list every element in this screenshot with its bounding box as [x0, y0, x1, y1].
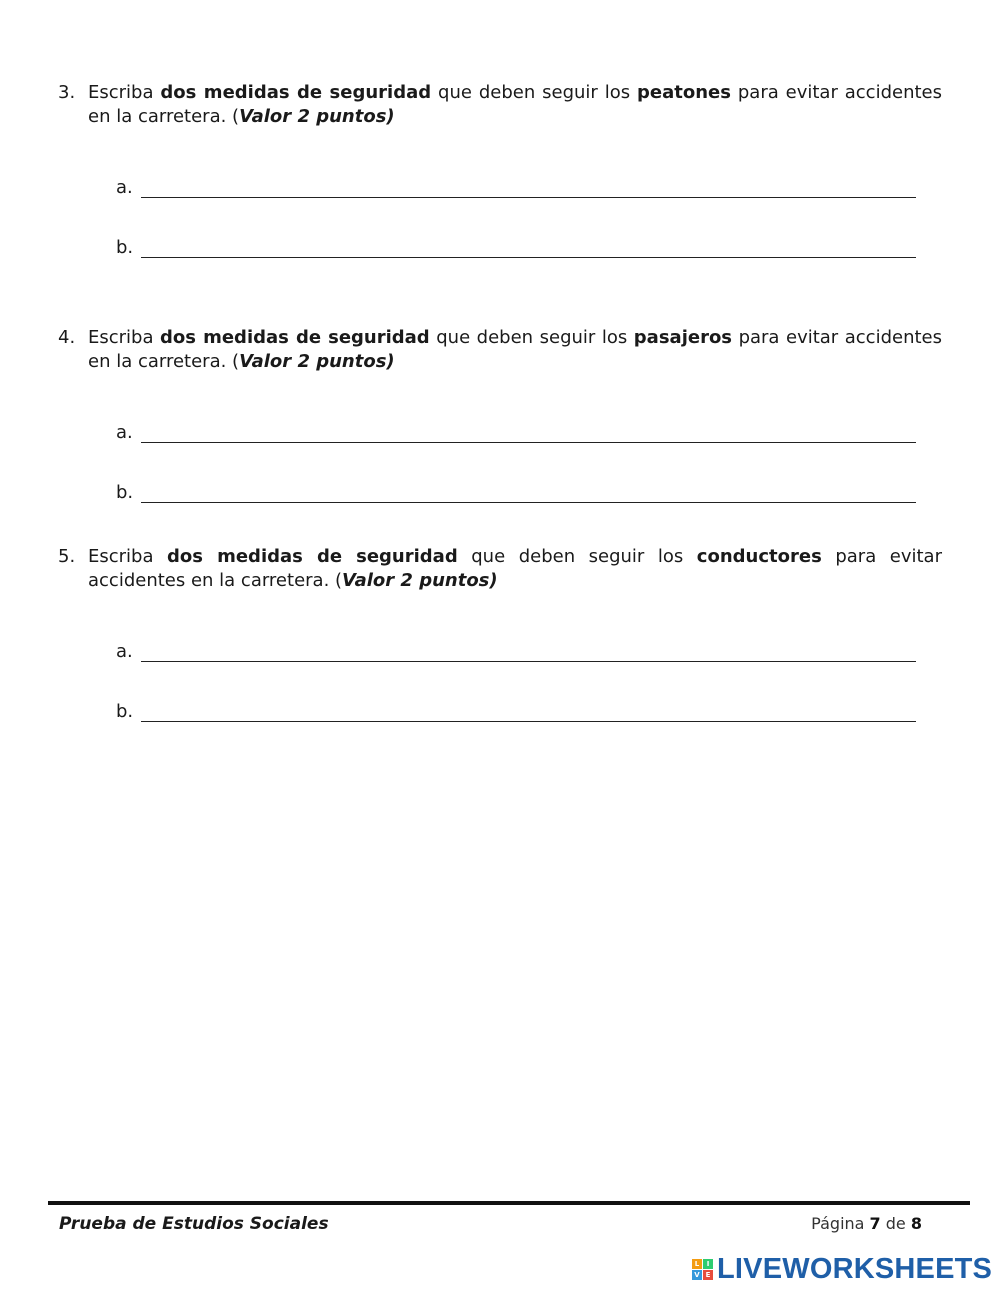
q-value: Valor 2 puntos) — [239, 106, 395, 127]
question-text — [88, 326, 942, 374]
liveworksheets-icon — [692, 1259, 713, 1280]
q-middle: que deben seguir los — [429, 327, 634, 348]
page-total: 8 — [910, 1214, 922, 1233]
answer-line[interactable] — [141, 196, 916, 198]
q-suffix: para evitar accidentes en la carretera. ( — [88, 546, 942, 591]
q-subject: pasajeros — [633, 327, 733, 348]
q-suffix: para evitar accidentes en la carretera. ( — [88, 82, 942, 127]
answer-label: a. — [116, 641, 133, 662]
q-bold-phrase: dos medidas de seguridad — [167, 546, 458, 567]
answer-4b[interactable] — [116, 479, 916, 503]
answer-line[interactable] — [141, 441, 916, 443]
question-text — [88, 81, 942, 129]
question-number: 3. — [58, 82, 76, 103]
answer-line[interactable] — [141, 256, 916, 258]
q-middle: que deben seguir los — [457, 546, 697, 567]
page-label: Página — [811, 1214, 870, 1233]
liveworksheets-logo[interactable] — [692, 1252, 993, 1285]
answer-line[interactable] — [141, 720, 916, 722]
answer-label: a. — [116, 177, 133, 198]
answer-label: b. — [116, 482, 134, 503]
answer-label: b. — [116, 237, 134, 258]
question-number: 4. — [58, 327, 76, 348]
answer-5a[interactable] — [116, 638, 916, 662]
brand-name: LIVEWORKSHEETS — [717, 1252, 993, 1285]
q-suffix: para evitar accidentes en la carretera. ( — [88, 327, 942, 372]
answer-label: a. — [116, 422, 133, 443]
q-subject: peatones — [637, 82, 731, 103]
q-middle: que deben seguir los — [431, 82, 638, 103]
answer-4a[interactable] — [116, 419, 916, 443]
question-number: 5. — [58, 546, 76, 567]
answer-label: b. — [116, 701, 134, 722]
question-text — [88, 545, 942, 593]
footer-divider — [48, 1201, 970, 1205]
q-value: Valor 2 puntos) — [342, 570, 498, 591]
q-subject: conductores — [696, 546, 822, 567]
question-3 — [58, 81, 942, 129]
answer-3b[interactable] — [116, 234, 916, 258]
q-bold-phrase: dos medidas de seguridad — [160, 82, 432, 103]
q-prefix: Escriba — [88, 82, 161, 103]
page-current: 7 — [869, 1214, 881, 1233]
question-4 — [58, 326, 942, 374]
answer-5b[interactable] — [116, 698, 916, 722]
footer-title: Prueba de Estudios Sociales — [59, 1214, 329, 1234]
answer-3a[interactable] — [116, 174, 916, 198]
q-prefix: Escriba — [88, 546, 168, 567]
logo-tile: V — [692, 1270, 702, 1280]
q-value: Valor 2 puntos) — [239, 351, 395, 372]
page-indicator — [811, 1214, 922, 1233]
logo-tile: E — [703, 1270, 713, 1280]
answer-line[interactable] — [141, 660, 916, 662]
q-bold-phrase: dos medidas de seguridad — [160, 327, 430, 348]
page-of: de — [880, 1214, 911, 1233]
answer-line[interactable] — [141, 501, 916, 503]
question-5 — [58, 545, 942, 593]
logo-tile: I — [703, 1259, 713, 1269]
logo-tile: L — [692, 1259, 702, 1269]
q-prefix: Escriba — [88, 327, 161, 348]
